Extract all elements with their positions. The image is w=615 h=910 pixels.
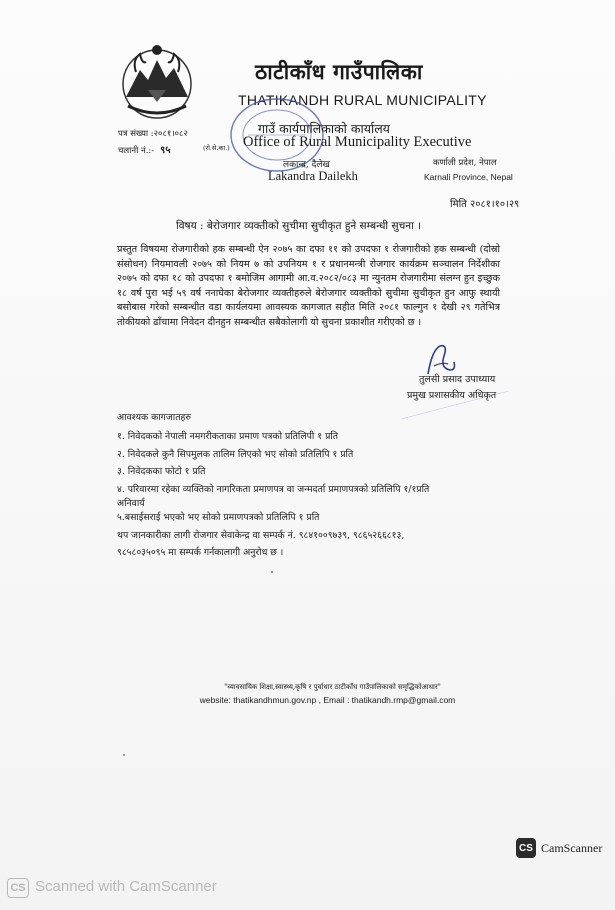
section-code: (रो.से.का.)	[203, 144, 230, 152]
dispatch-label: चलानी नं.:-	[118, 146, 155, 156]
nepal-emblem-icon	[118, 42, 196, 122]
municipality-title-nepali: ठाटीकाँध गाउँपालिका	[255, 59, 423, 84]
list-item: १. निवेदकको नेपाली नमगरीकताका प्रमाण पत्रको प्रतिलिपी १ प्रति	[117, 431, 339, 442]
province-nepali: कर्णाली प्रदेश, नेपाल	[433, 158, 497, 168]
list-item: ४. परिवारमा रहेका व्यक्तिको नागरिकता प्रमाणपत्र वा जन्मदर्ता प्रमाणपत्रको प्रतिलिपि १/१प्रति	[117, 483, 430, 495]
location-nepali: लकान्द्र, दैलेख	[283, 160, 330, 170]
scan-speck	[271, 571, 273, 573]
list-item: अनिवार्य	[117, 498, 145, 509]
list-item: २. निवेदकले कुनै सिपमुलक तालिम लिएको भए सोको प्रतिलिपि १ प्रति	[117, 448, 354, 460]
office-name-nepali: गाउँ कार्यपालिकाको कार्यालय	[258, 121, 390, 136]
footer	[0, 683, 615, 705]
dispatch-number-row	[118, 142, 171, 156]
signatory-name: तुलसी प्रसाद उपाध्याय	[419, 374, 496, 385]
camscanner-brand: CamScanner	[541, 841, 603, 855]
footer-slogan: "व्यावसायिक शिक्षा,स्वास्थ्य,कृषि र पुर्वाधार ठाटीकाँध गाउँपालिकाको समृद्धिकोआधार"	[224, 683, 441, 691]
footer-contact: website: thatikandhmun.gov.np , Email : thatikandh.rmp@gmail.com	[199, 695, 456, 705]
list-item: ९८५८०३५०९५ मा सम्पर्क गर्नकालागी अनुरोध छ ।	[117, 547, 284, 558]
requirements-heading: आवश्यक कागजातहरु	[117, 412, 191, 423]
municipality-title-english: THATIKANDH RURAL MUNICIPALITY	[238, 92, 487, 108]
letter-date: मिति २०८१।१०।२९	[450, 199, 520, 210]
requirements-list	[117, 428, 429, 562]
scan-watermark: Scanned with CamScanner	[35, 878, 217, 895]
subject-line: विषय : बेरोजगार व्यक्तीको सुचीमा सुचीकृत हुने सम्बन्धी सुचना ।	[176, 220, 422, 232]
signatory-title: प्रमुख प्रशासकीय अधिकृत	[407, 390, 497, 401]
watermark-logo-icon: CS	[7, 878, 29, 898]
camscanner-logo-icon: CS	[516, 838, 536, 858]
list-item: ३. निवेदकका फोटो १ प्रति	[117, 466, 206, 477]
province-english: Karnali Province, Nepal	[424, 172, 513, 182]
list-item: ५.बसाईसराई भएको भए सोको प्रमाणपत्रको प्रतिलिपि १ प्रति	[117, 512, 320, 523]
location-english: Lakandra Dailekh	[268, 169, 358, 183]
scan-speck	[123, 754, 125, 756]
list-item: थप जानकारीका लागी रोजगार सेवाकेन्द्र वा सम्पर्क नं. ९८४१००९७३९, ९८६५२६६८१३,	[117, 529, 405, 541]
letter-number: पत्र संख्या :२०८१।०८२	[118, 129, 188, 139]
dispatch-number: ९५	[160, 145, 171, 156]
notice-body: प्रस्तुत विषयमा रोजगारीको हक सम्बन्धी ऐन २०७५ का दफा ११ को उपदफा १ रोजगारीको हक सम्बन्धी (दोस्रो संसोधन) नियमावली २०७५ को नियम ७ को उपनियम १ र प्रधानमन्त्री रोजगार कार्यक्रम सञ्चालन निर्देशीका २०७५ को दफा १८ को उपदफा १ बमोजिम आगामी आ.व.२०८२/०८३ मा न्युनतम रोजगारीमा संलग्न हुन इच्छुक १८ वर्ष पुरा भई ५९ वर्ष ननाघेका बेरोजगार व्यक्तीहरुले बेरोजगार व्यक्तीको सुचीमा सुचीकृत हुन आफु स्थायी बसोबास गरेको सम्बन्धीत वडा कार्यलयमा आवस्यक कागजात सहीत मिति २०८१ फाल्गुन १ देखी २९ गतेभित्र तोकीयको ढाँचामा निवेदन दीनहुन सम्बन्धीत सबैकोलागी यो सुचना प्रकाशीत गरीएको छ ।	[117, 244, 500, 328]
office-name-english: Office of Rural Municipality Executive	[243, 134, 472, 150]
